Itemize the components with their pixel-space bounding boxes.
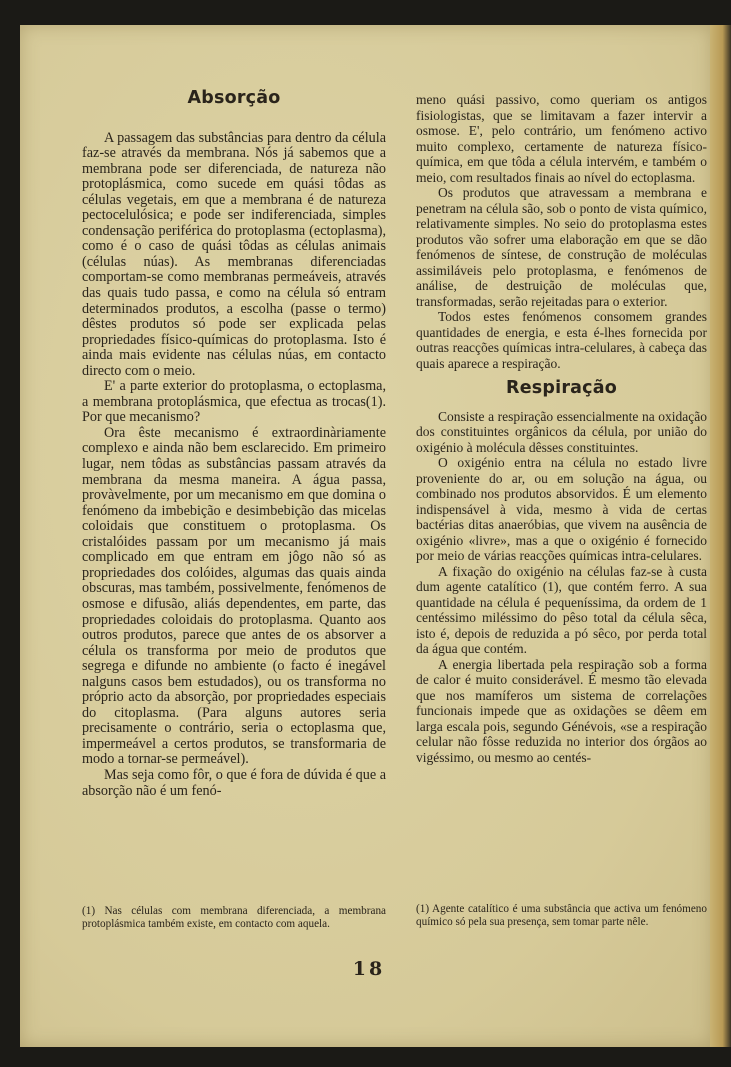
heading-respiracao: Respiração xyxy=(506,378,617,398)
page-edge xyxy=(710,25,731,1047)
page-number: 18 xyxy=(352,958,386,980)
paragraph: meno quási passivo, como queriam os antigos fisiologistas, que se limitavam a fazer intervir a osmose. E', pelo contrário, um fenómeno activo muito complexo, certamente de natureza físico-química, em que tôda a célula intervém, e também o meio, com resultados finais ao nível do ectoplasma. xyxy=(416,92,707,185)
paragraph: Consiste a respiração essencialmente na oxidação dos constituintes orgânicos da célula, por união do oxigénio à molécula dêsses constituintes. xyxy=(416,408,707,455)
paragraph: A fixação do oxigénio na células faz-se à custa dum agente catalítico (1), que contém ferro. A sua quantidade na célula é pequeníssima, da ordem de 1 centéssimo miléssimo do pêso total da célula sêca, isto é, depois de reduzida a pó sêco, por perda total da água que contém. xyxy=(416,563,707,656)
footnote-right xyxy=(416,903,707,928)
paragraph: A passagem das substâncias para dentro da célula faz-se através da membrana. Nós já sabemos que a membrana pode ser diferenciada, de natureza não protoplásmica, como sucede em quási tôdas as células vegetais, em que a membrana é de natureza pectocelulósica; e pode ser indiferenciada, simples condensação periférica do protoplasma (ectoplasma), como é o caso de quási tôdas as células animais (células núas). As membranas diferenciadas comportam-se como membranas permeáveis, através das quais tudo passa, e como na célula só entram determinados produtos, a escolha (passe o termo) dêstes produtos só pode ser explicada pelas propriedades físico-químicas do protoplasma. Isto é ainda mais evidente nas células núas, em contacto directo com o meio. xyxy=(82,129,386,379)
footnote-text: (1) Agente catalítico é uma substância que activa um fenómeno químico só pela sua presença, sem tomar parte nêle. xyxy=(416,903,707,928)
paragraph: Todos estes fenómenos consomem grandes quantidades de energia, e esta é-lhes fornecida por outras reacções químicas intra-celulares, à cabeça das quais aparece a respiração. xyxy=(416,309,707,371)
paragraph: Mas seja como fôr, o que é fora de dúvida é que a absorção não é um fenó- xyxy=(82,766,386,799)
paragraph: A energia libertada pela respiração sob a forma de calor é muito considerável. É mesmo tão elevada que nos mamíferos um sistema de correlações funcionais impede que as oxidações se dêem em larga escala pois, segundo Génévois, «se a respiração celular não fôsse reduzida no interior dos órgãos ao vigéssimo, ou mesmo ao centés- xyxy=(416,656,707,765)
footnote-text: (1) Nas células com membrana diferenciada, a membrana protoplásmica também existe, em contacto com aquela. xyxy=(82,905,386,930)
left-column xyxy=(82,88,386,799)
paragraph: E' a parte exterior do protoplasma, o ectoplasma, a membrana protoplásmica, que efectua as trocas(1). Por que mecanismo? xyxy=(82,378,386,426)
paragraph: Ora êste mecanismo é extraordinàriamente complexo e ainda não bem esclarecido. Em primeiro lugar, nem tôdas as substâncias passam através da membrana da mesma maneira. A água passa, provàvelmente, por um mecanismo em que domina o fenómeno da imbebição e desimbebição das micelas coloidais que constituem o protoplasma. Os cristalóides passam por um mecanismo já mais complicado em que entram em jôgo não só as propriedades dos colóides, algumas das quais ainda obscuras, mas também, possivelmente, fenómenos de osmose e difusão, aliás dependentes, em parte, das propriedades coloidais do protoplasma. Quanto aos outros produtos, parece que antes de os absorver a célula os transforma por meio de produtos que segrega e difunde no ambiente (o facto é inegável nalguns casos bem estudados), ou os transforma no próprio acto da absorção, por propriedades especiais do citoplasma. (Para alguns autores seria precisamente o contrário, seria o ectoplasma que, impermeável a certos produtos, se transformaria de modo a tornar-se permeável). xyxy=(82,424,386,768)
paragraph: Os produtos que atravessam a membrana e penetram na célula são, sob o ponto de vista químico, relativamente simples. No seio do protoplasma estes produtos vão sofrer uma elaboração em que se dão fenómenos de síntese, de construção de moléculas assimiláveis pelo protoplasma, e fenómenos de análise, de destruição de moléculas que, transformadas, serão rejeitadas para o exterior. xyxy=(416,185,707,309)
paragraph: O oxigénio entra na célula no estado livre proveniente do ar, ou em solução na água, ou combinado nos produtos absorvidos. É um elemento indispensável à vida, mesmo à vida de certas bactérias ditas anaeróbias, que vivem na ausência de oxigénio «livre», mas a que o oxigénio é fornecido por meio de várias reacções químicas intra-celulares. xyxy=(416,455,707,563)
right-column xyxy=(416,92,707,765)
heading-absorcao: Absorção xyxy=(187,88,281,108)
footnote-left xyxy=(82,905,386,930)
